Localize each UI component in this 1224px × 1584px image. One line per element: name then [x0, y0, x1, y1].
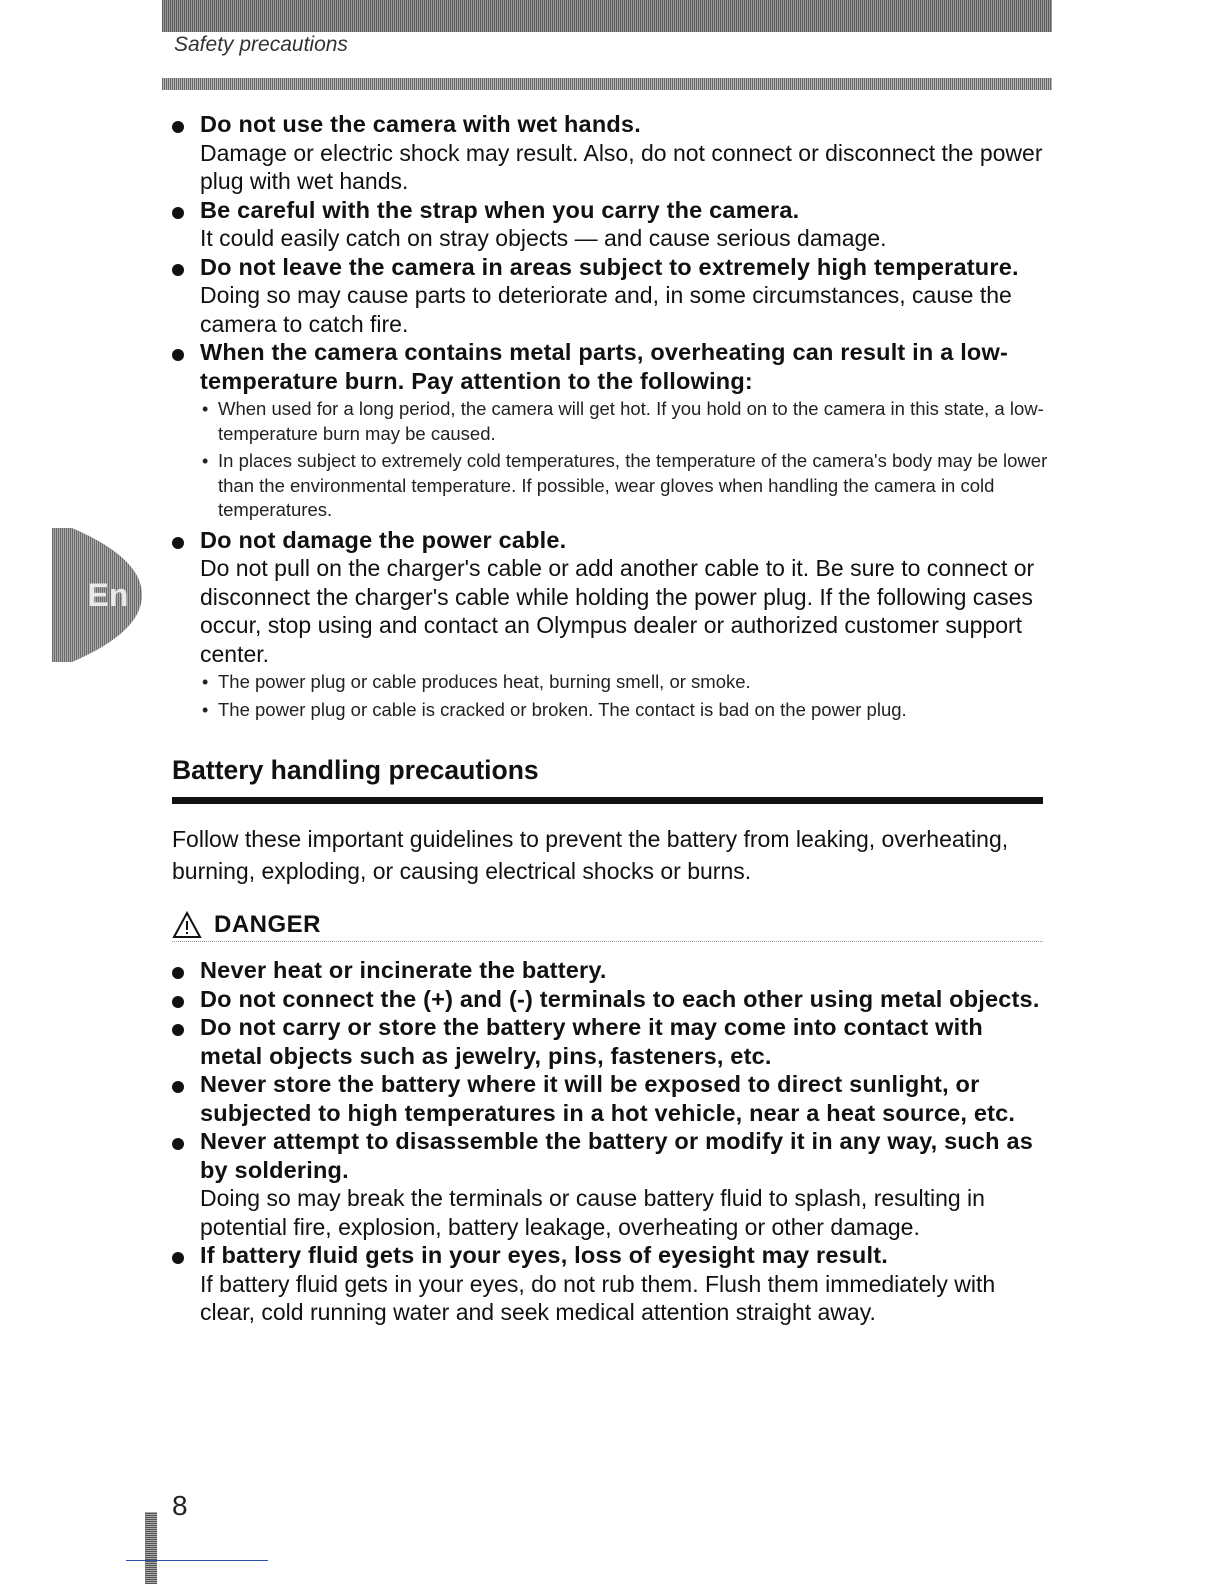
sub-item-text: The power plug or cable is cracked or broken. The contact is bad on the power plug.: [218, 698, 907, 720]
section-rule: [172, 797, 1043, 804]
section-intro: Follow these important guidelines to prevent the battery from leaking, overheating, burning, exploding, or causing electrical shocks or burns.: [172, 826, 1009, 884]
item-title: Never store the battery where it will be exposed to direct sunlight, or subjected to high temperatures in a hot vehicle, near a heat source, etc.: [200, 1071, 1016, 1126]
danger-heading: [172, 911, 1043, 942]
list-item: [172, 526, 1052, 723]
bullet-icon: [172, 349, 184, 361]
bullet-icon: [172, 1081, 184, 1093]
bullet-icon: [172, 207, 184, 219]
list-item: [172, 338, 1052, 523]
list-item: [172, 1013, 1052, 1070]
list-item: [172, 1070, 1052, 1127]
bullet-icon: [172, 121, 184, 133]
item-body: Do not pull on the charger's cable or add another cable to it. Be sure to connect or disconnect the charger's cable while holding the power plug. If the following cases occur, stop using and contact an Olympus dealer or authorized customer support center.: [200, 555, 1035, 667]
item-body: If battery fluid gets in your eyes, do not rub them. Flush them immediately with clear, cold running water and seek medical attention straight away.: [200, 1270, 996, 1325]
item-body: Damage or electric shock may result. Also, do not connect or disconnect the power plug with wet hands.: [200, 139, 1043, 194]
item-title: Do not connect the (+) and (-) terminals to each other using metal objects.: [200, 985, 1040, 1012]
bullet-icon: [172, 1252, 184, 1264]
bullet-icon: [172, 996, 184, 1008]
item-title: If battery fluid gets in your eyes, loss of eyesight may result.: [200, 1242, 888, 1268]
list-item: [172, 110, 1052, 196]
item-title: Never heat or incinerate the battery.: [200, 957, 607, 983]
list-item: [172, 985, 1052, 1014]
sub-bullet-icon: •: [202, 451, 209, 471]
bullet-icon: [172, 967, 184, 979]
item-title: When the camera contains metal parts, overheating can result in a low-temperature burn. Pay attention to the following:: [200, 339, 1008, 394]
sub-item: [200, 670, 1052, 695]
header-rule: [162, 78, 1052, 90]
sub-item-text: When used for a long period, the camera will get hot. If you hold on to the camera in this state, a low-temperature burn may be caused.: [218, 398, 1044, 444]
language-tab: [52, 528, 147, 662]
running-title: Safety precautions: [174, 33, 348, 56]
danger-label: DANGER: [214, 911, 322, 938]
page-content: [172, 110, 1052, 1327]
item-body: Doing so may break the terminals or cause battery fluid to splash, resulting in potential fire, explosion, battery leakage, overheating or other damage.: [200, 1185, 985, 1240]
sub-list: [200, 670, 1052, 722]
sub-item-text: The power plug or cable produces heat, burning smell, or smoke.: [218, 671, 751, 692]
sub-item-text: In places subject to extremely cold temperatures, the temperature of the camera's body may be lower than the environmental temperature. If possible, wear gloves when handling the camera in cold temperatures.: [218, 450, 1048, 520]
sub-item: [200, 449, 1052, 523]
item-title: Do not damage the power cable.: [200, 526, 567, 553]
header-band: [162, 0, 1052, 32]
list-item: [172, 1241, 1052, 1327]
battery-danger-list: [172, 956, 1052, 1327]
item-body: It could easily catch on stray objects — and cause serious damage.: [200, 225, 887, 251]
bullet-icon: [172, 537, 184, 549]
safety-list: [172, 110, 1052, 722]
list-item: [172, 253, 1052, 339]
sub-bullet-icon: •: [202, 399, 209, 419]
item-body: Doing so may cause parts to deteriorate and, in some circumstances, cause the camera to catch fire.: [200, 282, 1012, 337]
item-title: Be careful with the strap when you carry the camera.: [200, 196, 800, 223]
section-title: Battery handling precautions: [172, 755, 539, 785]
list-item: [172, 196, 1052, 253]
item-title: Do not leave the camera in areas subject to extremely high temperature.: [200, 253, 1019, 280]
page-edge-tab: [145, 1512, 157, 1584]
footer-rule: [126, 1560, 268, 1561]
sub-bullet-icon: •: [202, 672, 209, 692]
bullet-icon: [172, 264, 184, 276]
sub-item: [200, 698, 1052, 723]
sub-list: [200, 397, 1052, 523]
item-title: Never attempt to disassemble the battery or modify it in any way, such as by soldering.: [200, 1128, 1033, 1183]
sub-item: [200, 397, 1052, 446]
bullet-icon: [172, 1138, 184, 1150]
language-label: En: [87, 576, 129, 613]
page-number: 8: [172, 1490, 188, 1521]
list-item: [172, 956, 1052, 985]
list-item: [172, 1127, 1052, 1241]
sub-bullet-icon: •: [202, 699, 209, 720]
warning-triangle-icon: [172, 911, 202, 939]
item-title: Do not use the camera with wet hands.: [200, 111, 641, 137]
bullet-icon: [172, 1024, 184, 1036]
item-title: Do not carry or store the battery where it may come into contact with metal objects such as jewelry, pins, fasteners, etc.: [200, 1014, 983, 1069]
